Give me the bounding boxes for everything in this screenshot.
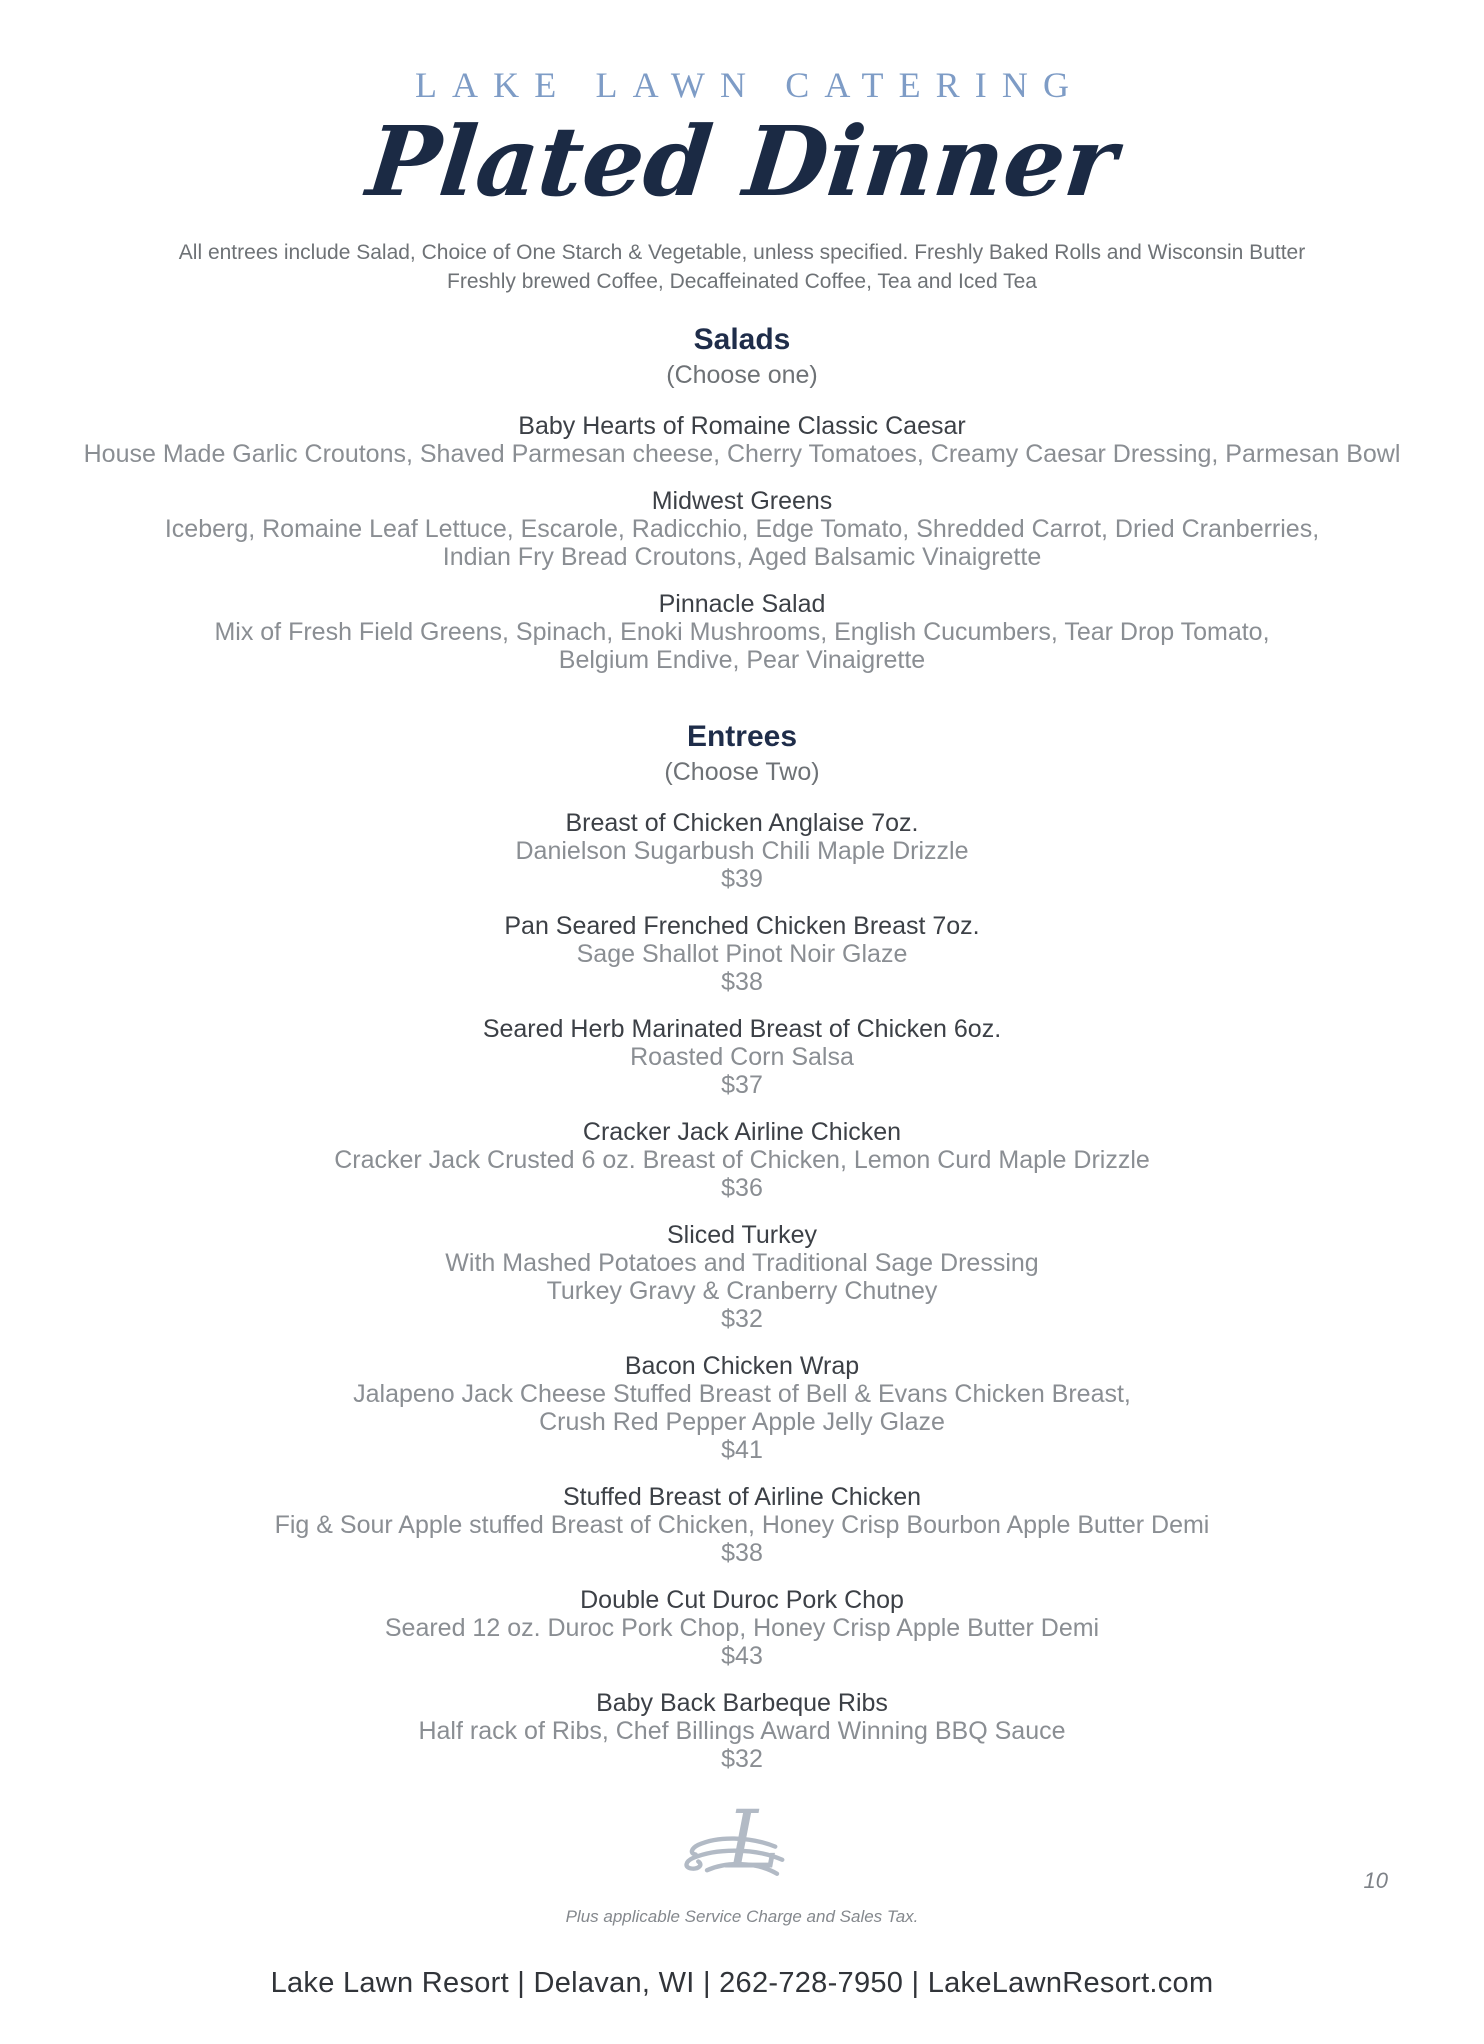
- menu-item: [40, 1015, 1444, 1099]
- tax-disclaimer: Plus applicable Service Charge and Sales Tax.: [565, 1906, 919, 1926]
- menu-item-desc: [40, 837, 1444, 865]
- section-heading: Salads: [693, 322, 791, 356]
- section-items: [40, 809, 1444, 1773]
- section-heading: Entrees: [686, 719, 798, 753]
- menu-item-desc: [40, 1043, 1444, 1071]
- menu-item-name: Sliced Turkey: [666, 1220, 818, 1249]
- menu-item-desc: [40, 1614, 1444, 1642]
- menu-item-name: Cracker Jack Airline Chicken: [582, 1117, 902, 1146]
- menu-item-desc: [40, 515, 1444, 571]
- menu-item-price: $37: [721, 1070, 763, 1099]
- menu-item: [40, 1352, 1444, 1464]
- menu-item-desc: [40, 440, 1444, 468]
- menu-item: [40, 912, 1444, 996]
- page-bottom: [40, 1792, 1444, 2044]
- menu-item: [40, 1118, 1444, 1202]
- menu-item: [40, 809, 1444, 893]
- page-number: 10: [1363, 1868, 1388, 1893]
- menu-item-desc-line: Cracker Jack Crusted 6 oz. Breast of Chicken, Lemon Curd Maple Drizzle: [334, 1145, 1150, 1174]
- menu-item: [40, 1586, 1444, 1670]
- intro-text: [179, 239, 1305, 297]
- menu-item-desc-line: Danielson Sugarbush Chili Maple Drizzle: [515, 836, 969, 865]
- section-items: [40, 412, 1444, 674]
- menu-item-name: Stuffed Breast of Airline Chicken: [562, 1482, 922, 1511]
- menu-item-desc-line: With Mashed Potatoes and Traditional Sage Dressing: [445, 1248, 1039, 1277]
- menu-section: [40, 323, 1444, 674]
- menu-item: [40, 1689, 1444, 1773]
- menu-item: [40, 487, 1444, 571]
- menu-item-desc-line: Roasted Corn Salsa: [630, 1042, 854, 1071]
- menu-item-name: Baby Hearts of Romaine Classic Caesar: [518, 411, 966, 440]
- section-choose-note: (Choose Two): [664, 757, 820, 786]
- menu-item: [40, 590, 1444, 674]
- menu-item-desc: [40, 1380, 1444, 1436]
- menu-item-desc-line: Sage Shallot Pinot Noir Glaze: [576, 939, 908, 968]
- menu-item-name: Bacon Chicken Wrap: [624, 1351, 860, 1380]
- menu-item: [40, 1221, 1444, 1333]
- intro-line-1: All entrees include Salad, Choice of One Starch & Vegetable, unless specified. Freshly Baked Rolls and Wisconsin Butter: [178, 240, 1306, 264]
- footer-contact: Lake Lawn Resort | Delavan, WI | 262-728-7950 | LakeLawnResort.com: [270, 1966, 1214, 1999]
- menu-section: [40, 720, 1444, 1773]
- menu-item-price: $39: [721, 864, 763, 893]
- menu-item-desc-line: Crush Red Pepper Apple Jelly Glaze: [539, 1407, 945, 1436]
- menu-item-name: Pan Seared Frenched Chicken Breast 7oz.: [504, 911, 980, 940]
- menu-item-desc: [40, 618, 1444, 674]
- menu-item: [40, 1483, 1444, 1567]
- lake-lawn-logo-icon: [672, 1792, 812, 1901]
- menu-item-desc-line: Seared 12 oz. Duroc Pork Chop, Honey Crisp Apple Butter Demi: [384, 1613, 1100, 1642]
- page-title: Plated Dinner: [362, 105, 1122, 218]
- menu-item-price: $32: [721, 1744, 763, 1773]
- menu-item-desc: [40, 1249, 1444, 1305]
- menu-item-desc-line: House Made Garlic Croutons, Shaved Parmesan cheese, Cherry Tomatoes, Creamy Caesar Dressing, Parmesan Bowl: [83, 439, 1401, 468]
- section-choose-note: (Choose one): [666, 360, 818, 389]
- menu-item-price: $38: [721, 967, 763, 996]
- menu-item-price: $41: [721, 1435, 763, 1464]
- menu-item-name: Pinnacle Salad: [658, 589, 826, 618]
- menu-item-desc: [40, 1511, 1444, 1539]
- menu-item-price: $32: [721, 1304, 763, 1333]
- menu-item-desc-line: Half rack of Ribs, Chef Billings Award Winning BBQ Sauce: [418, 1716, 1066, 1745]
- menu-sections: [40, 323, 1444, 1792]
- menu-item-name: Double Cut Duroc Pork Chop: [580, 1585, 904, 1614]
- menu-item-desc-line: Iceberg, Romaine Leaf Lettuce, Escarole, Radicchio, Edge Tomato, Shredded Carrot, Dried Cranberries,: [164, 514, 1320, 543]
- intro-line-2: Freshly brewed Coffee, Decaffeinated Coffee, Tea and Iced Tea: [447, 269, 1037, 293]
- menu-item-price: $43: [721, 1641, 763, 1670]
- svg-text:L: L: [726, 1792, 780, 1887]
- menu-item-desc: [40, 940, 1444, 968]
- menu-item-price: $38: [721, 1538, 763, 1567]
- menu-item-desc-line: Jalapeno Jack Cheese Stuffed Breast of Bell & Evans Chicken Breast,: [353, 1379, 1131, 1408]
- menu-item-name: Seared Herb Marinated Breast of Chicken 6oz.: [482, 1014, 1002, 1043]
- menu-item-desc-line: Indian Fry Bread Croutons, Aged Balsamic Vinaigrette: [442, 542, 1042, 571]
- menu-item-name: Baby Back Barbeque Ribs: [596, 1688, 888, 1717]
- menu-item-desc-line: Mix of Fresh Field Greens, Spinach, Enoki Mushrooms, English Cucumbers, Tear Drop Tomato,: [214, 617, 1270, 646]
- menu-item-name: Midwest Greens: [651, 486, 833, 515]
- brand-title: LAKE LAWN CATERING: [414, 65, 1085, 105]
- menu-item-desc-line: Belgium Endive, Pear Vinaigrette: [558, 645, 926, 674]
- menu-item-price: $36: [721, 1173, 763, 1202]
- menu-item-desc-line: Turkey Gravy & Cranberry Chutney: [546, 1276, 938, 1305]
- menu-item-desc: [40, 1146, 1444, 1174]
- menu-item-desc-line: Fig & Sour Apple stuffed Breast of Chicken, Honey Crisp Bourbon Apple Butter Demi: [274, 1510, 1210, 1539]
- menu-item: [40, 412, 1444, 468]
- menu-item-desc: [40, 1717, 1444, 1745]
- menu-item-name: Breast of Chicken Anglaise 7oz.: [565, 808, 919, 837]
